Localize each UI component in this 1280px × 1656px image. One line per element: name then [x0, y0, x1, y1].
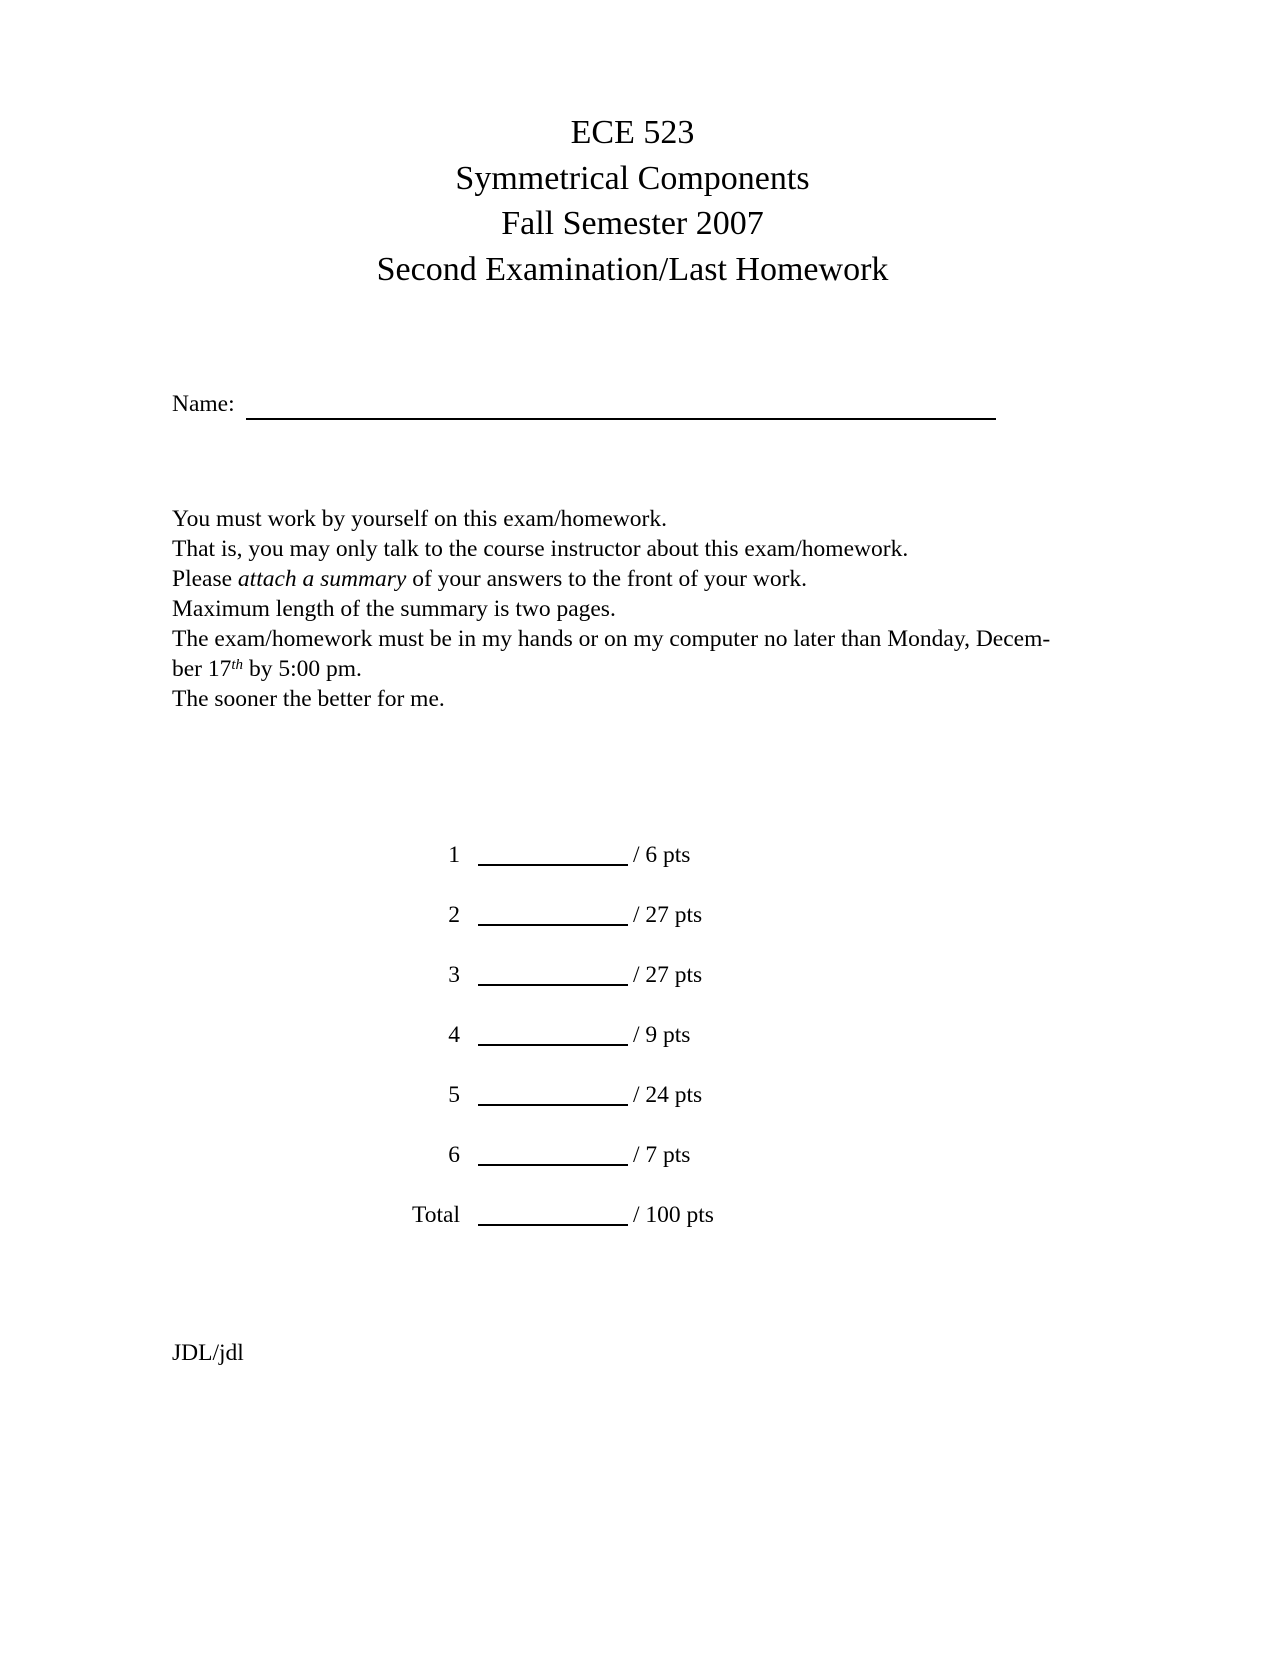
score-row-total [0, 1200, 1280, 1230]
problem-number: 2 [448, 902, 460, 928]
instruction-emphasis: attach a summary [237, 566, 407, 592]
score-row [0, 960, 1280, 990]
problem-number: 6 [448, 1142, 460, 1168]
instruction-line: That is, you may only talk to the course instructor about this exam/homework. [172, 536, 909, 562]
instruction-line [172, 564, 1102, 594]
instruction-text: Please [172, 566, 238, 592]
instruction-text: by 5:00 pm. [243, 656, 362, 682]
name-label: Name: [172, 391, 235, 417]
max-points: / 9 pts [633, 1022, 691, 1048]
score-row [0, 900, 1280, 930]
instruction-line: You must work by yourself on this exam/homework. [172, 506, 668, 532]
course-code: ECE 523 [570, 114, 695, 151]
score-blank[interactable] [478, 1044, 628, 1046]
exam-title: Second Examination/Last Homework [376, 250, 889, 288]
name-field[interactable] [246, 418, 996, 420]
max-points: / 27 pts [633, 902, 703, 928]
score-row [0, 1080, 1280, 1110]
score-row [0, 1140, 1280, 1170]
instruction-text: ber 17 [172, 656, 232, 682]
problem-number: 4 [448, 1022, 460, 1048]
instruction-text: of your answers to the front of your work. [406, 566, 808, 592]
max-points: / 6 pts [633, 842, 691, 868]
score-blank[interactable] [478, 864, 628, 866]
score-blank[interactable] [478, 1164, 628, 1166]
score-blank[interactable] [478, 1104, 628, 1106]
instruction-line: Maximum length of the summary is two pages. [172, 596, 616, 622]
instructions [172, 504, 1102, 714]
problem-number: 1 [448, 842, 460, 868]
instruction-line [172, 654, 1102, 684]
max-points: / 7 pts [633, 1142, 691, 1168]
score-row [0, 840, 1280, 870]
course-subject: Symmetrical Components [455, 159, 810, 197]
ordinal-superscript: th [231, 657, 244, 673]
author-initials: JDL/jdl [172, 1340, 244, 1366]
total-score-blank[interactable] [478, 1224, 628, 1226]
instruction-line: The exam/homework must be in my hands or on my computer no later than Monday, Decem- [172, 626, 1051, 652]
instruction-line: The sooner the better for me. [172, 686, 445, 712]
score-blank[interactable] [478, 924, 628, 926]
problem-number: 3 [448, 962, 460, 988]
score-blank[interactable] [478, 984, 628, 986]
problem-number: 5 [448, 1082, 460, 1108]
total-max-points: / 100 pts [633, 1202, 714, 1228]
max-points: / 27 pts [633, 962, 703, 988]
title-block [0, 110, 1265, 292]
total-label: Total [412, 1202, 460, 1228]
max-points: / 24 pts [633, 1082, 703, 1108]
semester: Fall Semester 2007 [501, 205, 764, 242]
score-row [0, 1020, 1280, 1050]
